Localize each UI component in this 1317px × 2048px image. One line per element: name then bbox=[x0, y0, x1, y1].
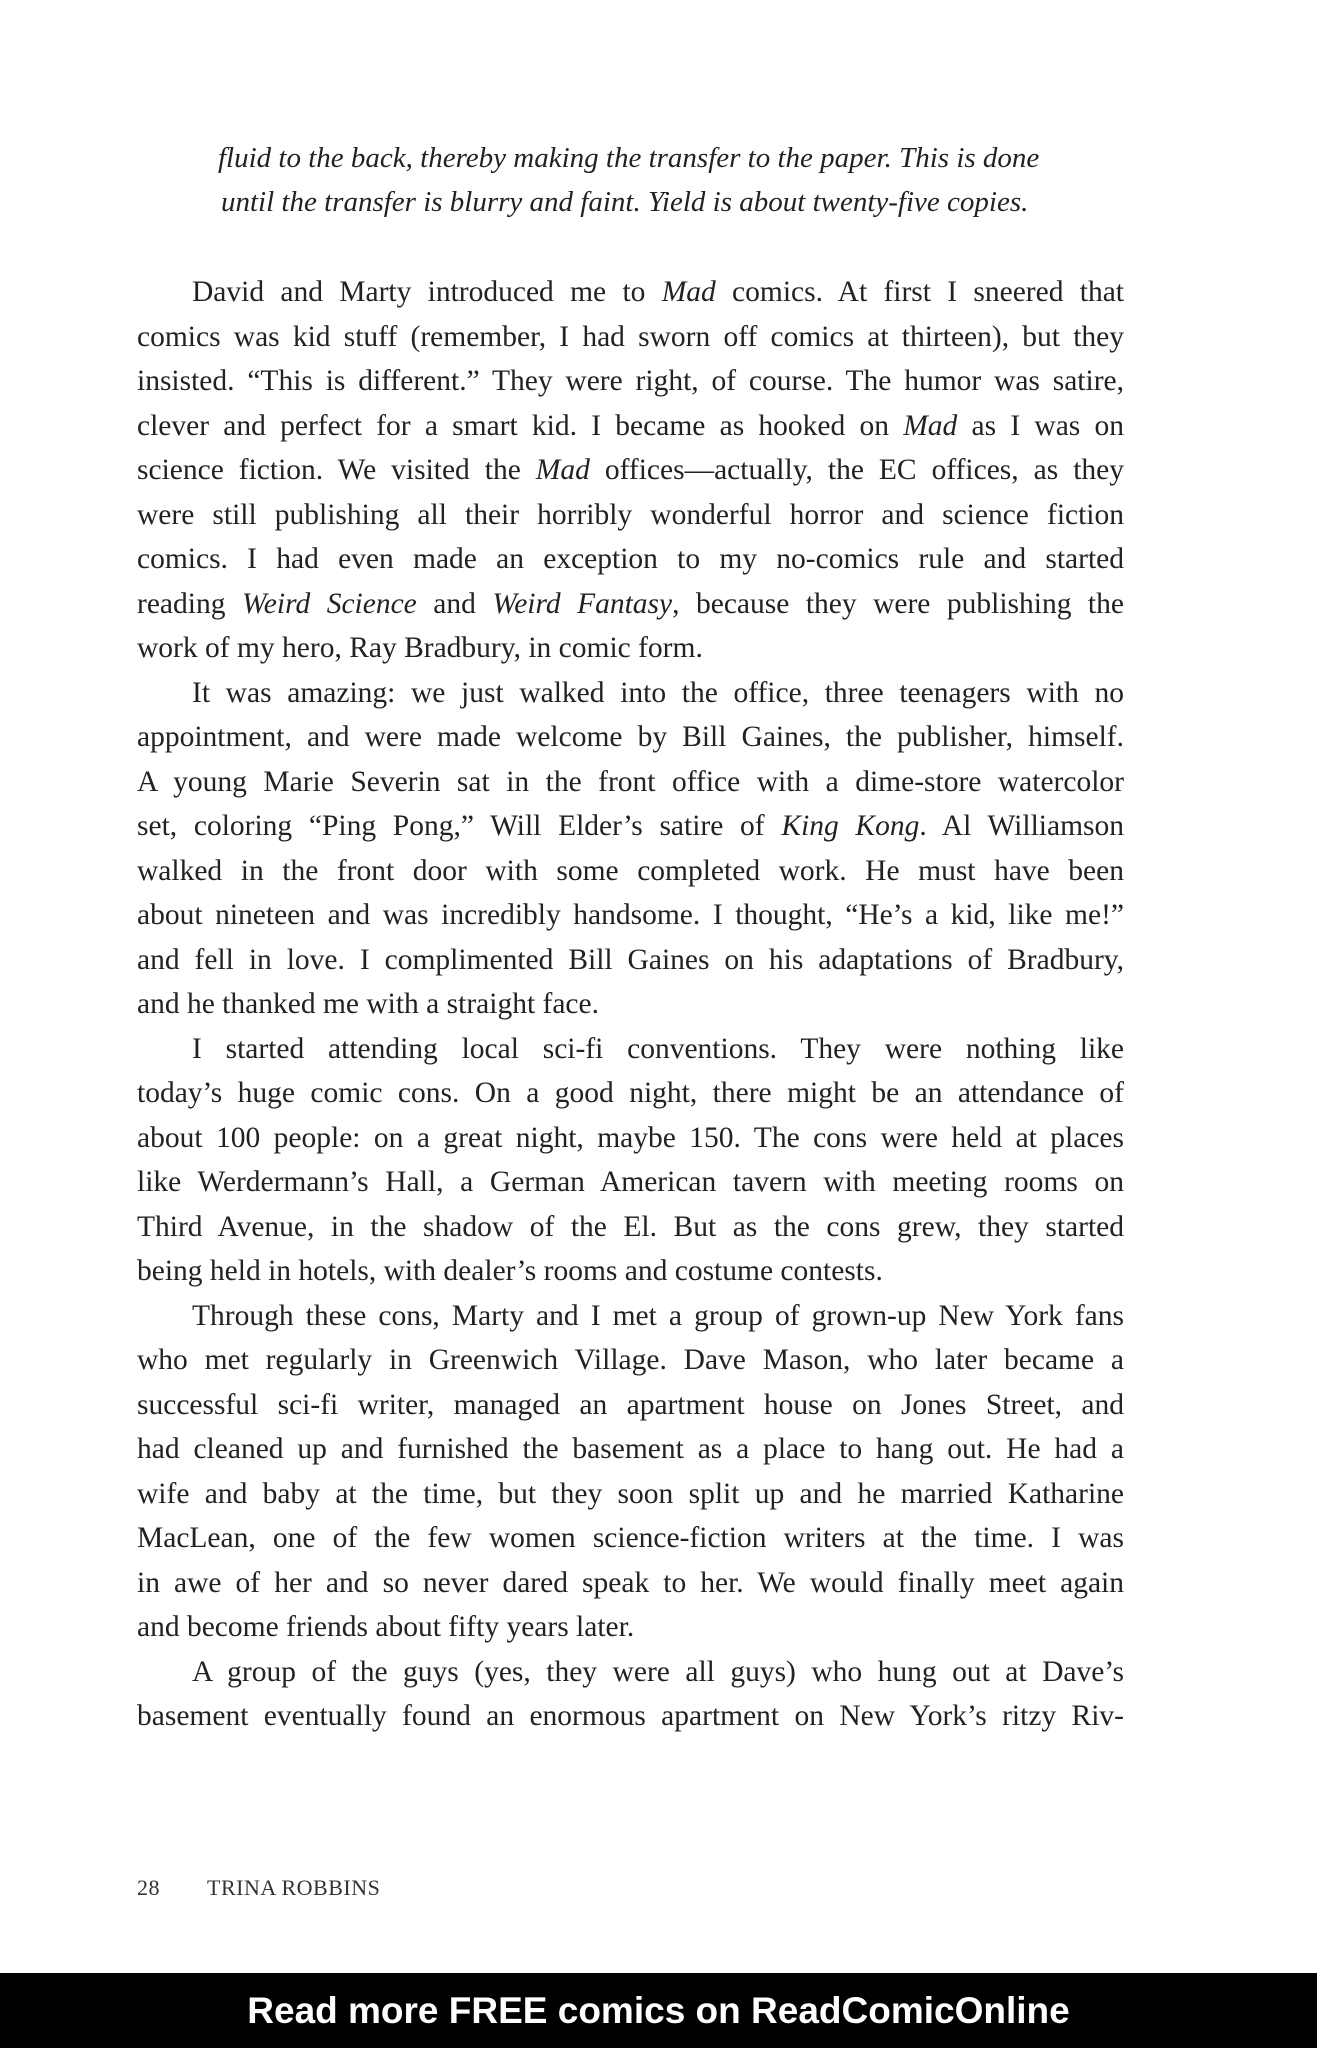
page-number: 28 bbox=[137, 1875, 160, 1900]
italic-title: Mad bbox=[535, 454, 590, 486]
text-line: basement eventually found an enormous apartment on New York’s ritzy Riv- bbox=[137, 1700, 1124, 1732]
paragraph bbox=[137, 270, 1124, 671]
text-line: successful sci-fi writer, managed an apartment house on Jones Street, and bbox=[137, 1388, 1124, 1421]
promo-banner[interactable] bbox=[0, 1973, 1317, 2048]
text-line: about 100 people: on a great night, maybe 150. The cons were held at places bbox=[137, 1121, 1124, 1154]
text-line: reading Weird Science and Weird Fantasy, because they were publishing the bbox=[137, 587, 1124, 620]
paragraph bbox=[137, 1650, 1124, 1739]
italic-title: Weird Science bbox=[241, 587, 417, 620]
text-line: clever and perfect for a smart kid. I became as hooked on Mad as I was on bbox=[137, 409, 1124, 442]
text-line: being held in hotels, with dealer’s rooms and costume contests. bbox=[137, 1255, 883, 1287]
text-line: in awe of her and so never dared speak to her. We would finally meet again bbox=[137, 1566, 1124, 1599]
text-line: comics was kid stuff (remember, I had sworn off comics at thirteen), but they bbox=[137, 320, 1124, 353]
text-line: appointment, and were made welcome by Bill Gaines, the publisher, himself. bbox=[137, 721, 1124, 753]
running-author: TRINA ROBBINS bbox=[207, 1875, 381, 1900]
text-line: and become friends about fifty years later. bbox=[137, 1611, 635, 1643]
text-line: It was amazing: we just walked into the office, three teenagers with no bbox=[192, 676, 1124, 709]
quote-line: until the transfer is blurry and faint. Yield is about twenty-five copies. bbox=[221, 186, 1029, 218]
text-line: wife and baby at the time, but they soon split up and he married Katharine bbox=[137, 1477, 1124, 1510]
text-line: had cleaned up and furnished the basement as a place to hang out. He had a bbox=[137, 1433, 1124, 1465]
text-line: and he thanked me with a straight face. bbox=[137, 988, 599, 1020]
text-line: who met regularly in Greenwich Village. Dave Mason, who later became a bbox=[137, 1344, 1124, 1376]
body-text bbox=[137, 270, 1124, 1739]
text-line: Through these cons, Marty and I met a group of grown-up New York fans bbox=[192, 1299, 1124, 1332]
promo-link[interactable]: Read more FREE comics on ReadComicOnline bbox=[247, 1989, 1070, 2031]
block-quote bbox=[218, 136, 1098, 224]
text-line: like Werdermann’s Hall, a German American tavern with meeting rooms on bbox=[137, 1166, 1124, 1198]
text-line: I started attending local sci-fi conventions. They were nothing like bbox=[192, 1032, 1124, 1065]
text-line: were still publishing all their horribly wonderful horror and science fiction bbox=[137, 498, 1124, 531]
paragraph bbox=[137, 1294, 1124, 1650]
quote-line: fluid to the back, thereby making the transfer to the paper. This is done bbox=[218, 142, 1040, 174]
text-line: today’s huge comic cons. On a good night, there might be an attendance of bbox=[137, 1077, 1124, 1109]
text-line: set, coloring “Ping Pong,” Will Elder’s satire of King Kong. Al Williamson bbox=[137, 810, 1124, 842]
text-line: and fell in love. I complimented Bill Gaines on his adaptations of Bradbury, bbox=[137, 943, 1124, 976]
text-line: insisted. “This is different.” They were right, of course. The humor was satire, bbox=[137, 365, 1124, 397]
page-footer bbox=[137, 1875, 380, 1901]
text-line: work of my hero, Ray Bradbury, in comic form. bbox=[137, 632, 703, 664]
text-line: A group of the guys (yes, they were all guys) who hung out at Dave’s bbox=[192, 1655, 1124, 1688]
paragraph bbox=[137, 671, 1124, 1027]
text-line: Third Avenue, in the shadow of the El. But as the cons grew, they started bbox=[137, 1210, 1124, 1243]
italic-title: Mad bbox=[903, 409, 958, 442]
text-line: A young Marie Severin sat in the front office with a dime-store watercolor bbox=[137, 765, 1124, 798]
text-line: science fiction. We visited the Mad offices—actually, the EC offices, as they bbox=[137, 454, 1124, 486]
paragraph bbox=[137, 1027, 1124, 1294]
text-line: about nineteen and was incredibly handsome. I thought, “He’s a kid, like me!” bbox=[137, 899, 1124, 931]
text-line: walked in the front door with some completed work. He must have been bbox=[137, 854, 1124, 887]
text-line: comics. I had even made an exception to my no-comics rule and started bbox=[137, 543, 1124, 575]
italic-title: King Kong bbox=[781, 810, 920, 842]
italic-title: Weird Fantasy bbox=[492, 587, 673, 620]
text-line: David and Marty introduced me to Mad comics. At first I sneered that bbox=[192, 276, 1124, 308]
text-line: MacLean, one of the few women science-fiction writers at the time. I was bbox=[137, 1522, 1124, 1554]
italic-title: Mad bbox=[661, 276, 716, 308]
